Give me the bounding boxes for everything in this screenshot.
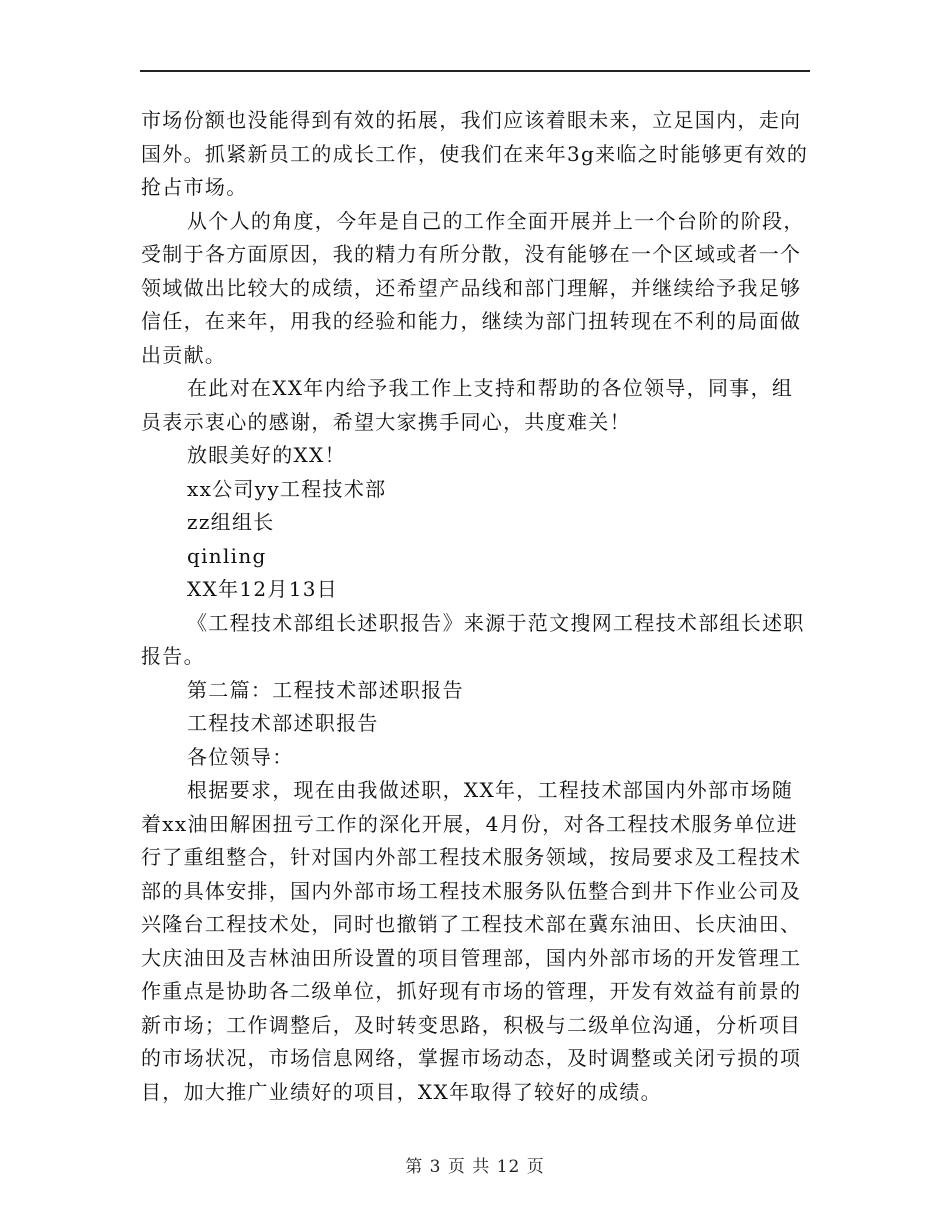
salutation: 各位领导： bbox=[187, 744, 294, 769]
paragraph-report-body: 根据要求，现在由我做述职，XX年，工程技术部国内外部市场随着xx油田解困扭亏工作的深化开展，4月份，对各工程技术服务单位进行了重组整合，针对国内外部工程技术服务领域，按局要求及工程技术部的具体安排，国内外部市场工程技术服务队伍整合到井下作业公司及兴隆台工程技术处，同时也撤销了工程技术部在冀东油田、长庆油田、大庆油田及吉林油田所设置的项目管理部，国内外部市场的开发管理工作重点是协助各二级单位，抓好现有市场的管理，开发有效益有前景的新市场；工作调整后，及时转变思路，积极与二级单位沟通，分析项目的市场状况，市场信息网络，掌握市场动态，及时调整或关闭亏损的项目，加大推广业绩好的项目，XX年取得了较好的成绩。 bbox=[141, 778, 802, 1104]
closing-line: 放眼美好的XX！ bbox=[187, 443, 346, 467]
paragraph-continuation: 市场份额也没能得到有效的拓展，我们应该着眼未来，立足国内，走向国外。抓紧新员工的成长工作，使我们在来年3g来临之时能够更有效的抢占市场。 bbox=[141, 108, 809, 199]
header-rule bbox=[140, 70, 810, 72]
paragraph-thanks: 在此对在XX年内给予我工作上支持和帮助的各位领导，同事，组员表示衷心的感谢，希望大家携手同心，共度难关！ bbox=[141, 376, 794, 434]
paragraph-personal-perspective: 从个人的角度，今年是自己的工作全面开展并上一个台阶的阶段，受制于各方面原因，我的精力有所分散，没有能够在一个区域或者一个领域做出比较大的成绩，还希望产品线和部门理解，并继续给予我足够信任，在来年，用我的经验和能力，继续为部门扭转现在不利的局面做出贡献。 bbox=[141, 208, 805, 367]
signature-name: qinling bbox=[187, 543, 267, 568]
report-title: 工程技术部述职报告 bbox=[187, 711, 379, 735]
section-heading: 第二篇：工程技术部述职报告 bbox=[187, 677, 464, 702]
document-body bbox=[141, 104, 811, 1109]
page-number-footer: 第 3 页 共 12 页 bbox=[405, 1157, 545, 1177]
signature-company: xx公司yy工程技术部 bbox=[187, 476, 387, 501]
source-note: 《工程技术部组长述职报告》来源于范文搜网工程技术部组长述职报告。 bbox=[141, 610, 805, 668]
signature-date: XX年12月13日 bbox=[187, 577, 339, 601]
signature-position: zz组组长 bbox=[187, 510, 275, 534]
